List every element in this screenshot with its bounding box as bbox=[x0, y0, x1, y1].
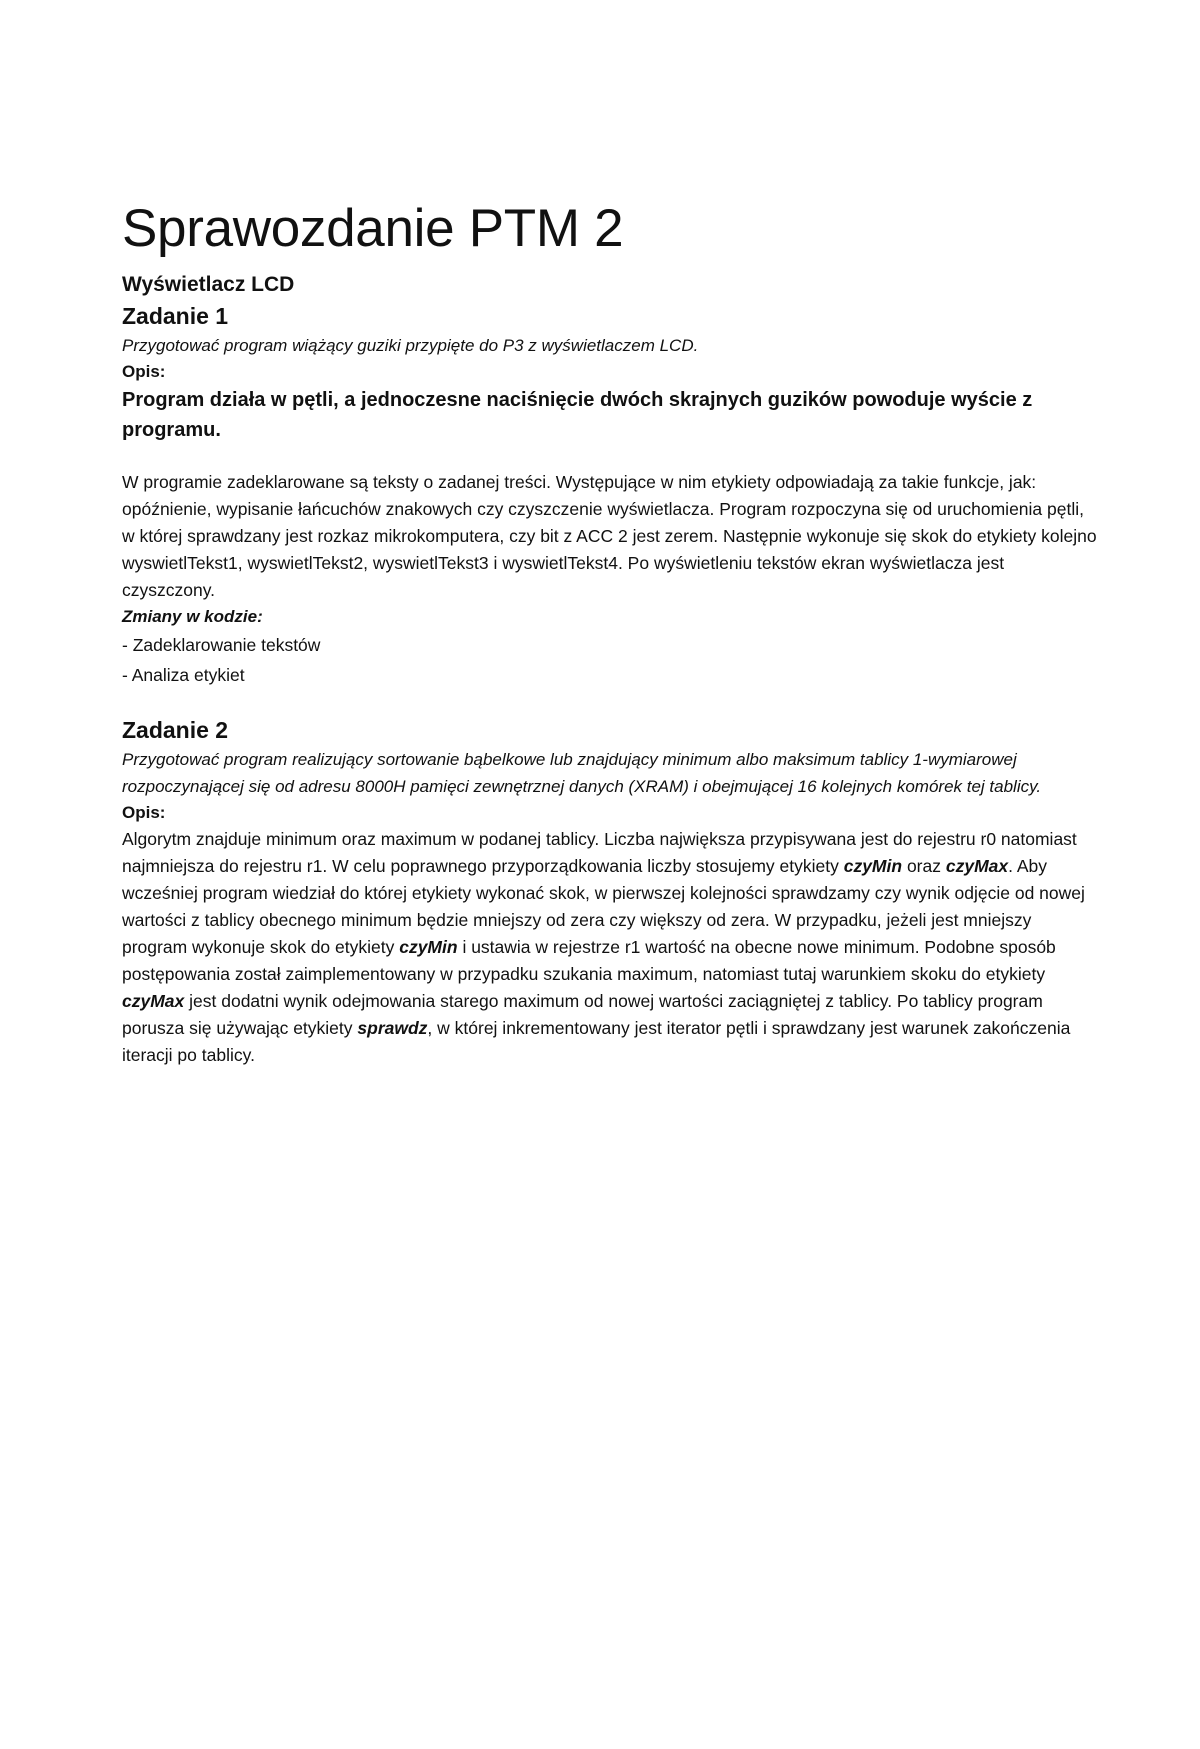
task1-opis-label: Opis: bbox=[122, 362, 166, 381]
keyword-czymax: czyMax bbox=[122, 991, 185, 1011]
task1-description: Przygotować program wiążący guziki przypięte do P3 z wyświetlaczem LCD. bbox=[122, 336, 699, 355]
task1-heading: Zadanie 1 bbox=[122, 303, 229, 329]
task2-body-text: . Aby wcześniej program wiedział do której etykiety wykonać skok, w pierwszej kolejności sprawdzamy czy wynik odjęcie od nowej wartości z tablicy obecnego minimum będzie mniejszy od zera czy większy od zera. W przypadku, jeżeli jest mniejszy program wykonuje skok do etykiety bbox=[122, 856, 1085, 957]
task2-heading: Zadanie 2 bbox=[122, 717, 229, 743]
keyword-czymin: czyMin bbox=[843, 856, 903, 876]
keyword-sprawdz: sprawdz bbox=[357, 1018, 428, 1038]
section-spacer bbox=[122, 690, 1097, 714]
task2-body-text: oraz bbox=[902, 856, 946, 876]
task1-lead: Program działa w pętli, a jednoczesne naciśnięcie dwóch skrajnych guzików powoduje wyście z programu. bbox=[122, 389, 1033, 441]
task2-body-text: i ustawia w rejestrze r1 wartość na obecne nowe minimum. Podobne sposób postępowania został zaimplementowany w przypadku szukania maximum, natomiast tutaj warunkiem skoku do etykiety bbox=[122, 937, 1056, 984]
document-subtitle: Wyświetlacz LCD bbox=[122, 273, 295, 296]
task2-body-text: Algorytm znajduje minimum oraz maximum w podanej tablicy. Liczba największa przypisywana jest do rejestru r0 natomiast najmniejsza do rejestru r1. W celu poprawnego przyporządkowania liczby stosujemy etykiety bbox=[122, 829, 1077, 876]
task2-body-text: , w której inkrementowany jest iterator pętli i sprawdzany jest warunek zakończenia iteracji po tablicy. bbox=[122, 1018, 1071, 1065]
document-content bbox=[122, 196, 1097, 1069]
task1-change-item: - Zadeklarowanie tekstów bbox=[122, 635, 321, 655]
keyword-czymin: czyMin bbox=[399, 937, 458, 957]
task2-description: Przygotować program realizujący sortowanie bąbelkowe lub znajdujący minimum albo maksimum tablicy 1-wymiarowej rozpoczynającej się od adresu 8000H pamięci zewnętrznej danych (XRAM) i obejmującej 16 kolejnych komórek tej tablicy. bbox=[122, 750, 1042, 796]
task1-section bbox=[122, 300, 1097, 690]
document-title: Sprawozdanie PTM 2 bbox=[122, 199, 624, 258]
task2-section bbox=[122, 714, 1097, 1069]
task2-opis-label: Opis: bbox=[122, 803, 166, 822]
task2-body bbox=[122, 826, 1097, 1069]
task1-change-item: - Analiza etykiet bbox=[122, 665, 245, 685]
keyword-czymax: czyMax bbox=[945, 856, 1009, 876]
task1-body: W programie zadeklarowane są teksty o zadanej treści. Występujące w nim etykiety odpowiadają za takie funkcje, jak: opóźnienie, wypisanie łańcuchów znakowych czy czyszczenie wyświetlacza. Program rozpoczyna się od uruchomienia pętli, w której sprawdzany jest rozkaz mikrokomputera, czy bit z ACC 2 jest zerem. Następnie wykonuje się skok do etykiety kolejno wyswietlTekst1, wyswietlTekst2, wyswietlTekst3 i wyswietlTekst4. Po wyświetleniu tekstów ekran wyświetlacza jest czyszczony. bbox=[122, 472, 1097, 600]
task2-body-text: jest dodatni wynik odejmowania starego maximum od nowej wartości zaciągniętej z tablicy. Po tablicy program porusza się używając etykiety bbox=[122, 991, 1043, 1038]
task1-changes-label: Zmiany w kodzie: bbox=[122, 607, 263, 626]
